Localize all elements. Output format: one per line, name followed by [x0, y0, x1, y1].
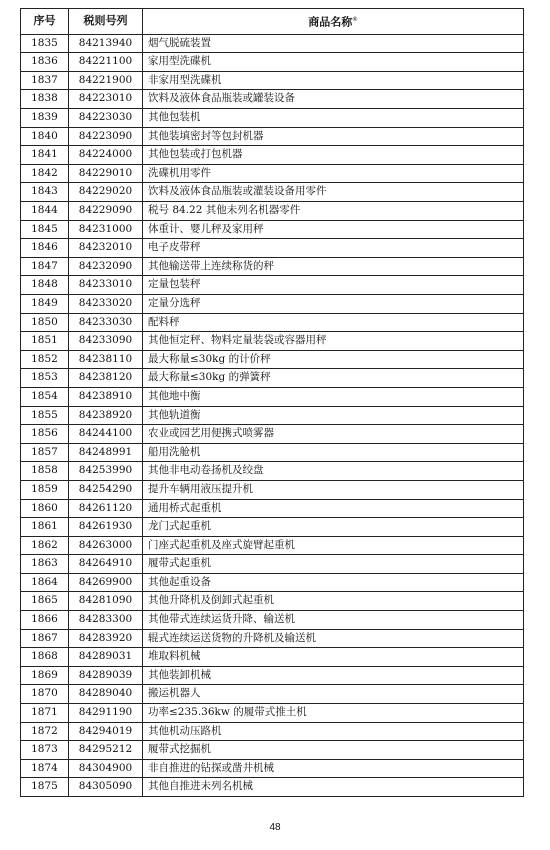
row-name-cell: 提升车辆用液压提升机 — [143, 480, 524, 499]
row-name-cell: 定量分选秤 — [143, 294, 524, 313]
table-row — [21, 127, 524, 146]
table-row — [21, 257, 524, 276]
row-code-cell: 84289039 — [69, 666, 143, 685]
table-row — [21, 146, 524, 165]
table-row — [21, 592, 524, 611]
row-seq-cell: 1845 — [21, 220, 69, 239]
table-row — [21, 741, 524, 760]
row-name-cell: 烟气脱硫装置 — [143, 34, 524, 53]
row-code-cell: 84233010 — [69, 276, 143, 295]
row-code-cell: 84261930 — [69, 518, 143, 537]
row-code-cell: 84233090 — [69, 332, 143, 351]
row-seq-cell: 1870 — [21, 685, 69, 704]
row-name-cell: 履带式挖掘机 — [143, 741, 524, 760]
row-seq-cell: 1861 — [21, 518, 69, 537]
row-name-cell: 龙门式起重机 — [143, 518, 524, 537]
row-name-cell: 配料秤 — [143, 313, 524, 332]
row-name-cell: 体重计、婴儿秤及家用秤 — [143, 220, 524, 239]
table-row — [21, 499, 524, 518]
table-row — [21, 276, 524, 295]
table-row — [21, 239, 524, 258]
tariff-table — [20, 8, 524, 797]
row-seq-cell: 1851 — [21, 332, 69, 351]
table-row — [21, 220, 524, 239]
row-seq-cell: 1843 — [21, 183, 69, 202]
row-code-cell: 84283920 — [69, 629, 143, 648]
row-code-cell: 84264910 — [69, 555, 143, 574]
table-row — [21, 722, 524, 741]
table-row — [21, 109, 524, 128]
table-body — [21, 34, 524, 796]
row-seq-cell: 1835 — [21, 34, 69, 53]
table-row — [21, 480, 524, 499]
table-row — [21, 387, 524, 406]
row-seq-cell: 1853 — [21, 369, 69, 388]
table-row — [21, 443, 524, 462]
table-row — [21, 90, 524, 109]
row-code-cell: 84223010 — [69, 90, 143, 109]
row-seq-cell: 1840 — [21, 127, 69, 146]
table-row — [21, 629, 524, 648]
table-row — [21, 759, 524, 778]
table-row — [21, 164, 524, 183]
row-name-cell: 搬运机器人 — [143, 685, 524, 704]
row-code-cell: 84221100 — [69, 53, 143, 72]
table-row — [21, 183, 524, 202]
row-code-cell: 84289031 — [69, 648, 143, 667]
row-code-cell: 84283300 — [69, 611, 143, 630]
row-name-cell: 其他包装机 — [143, 109, 524, 128]
row-name-cell: 饮料及液体食品瓶装或灌装设备用零件 — [143, 183, 524, 202]
row-seq-cell: 1864 — [21, 573, 69, 592]
row-name-cell: 其他升降机及倒卸式起重机 — [143, 592, 524, 611]
row-name-cell: 其他机动压路机 — [143, 722, 524, 741]
header-code: 税则号列 — [69, 9, 143, 35]
table-row — [21, 34, 524, 53]
table-row — [21, 536, 524, 555]
row-seq-cell: 1839 — [21, 109, 69, 128]
row-name-cell: 门座式起重机及座式旋臂起重机 — [143, 536, 524, 555]
row-name-cell: 家用型洗碟机 — [143, 53, 524, 72]
row-code-cell: 84238910 — [69, 387, 143, 406]
row-seq-cell: 1841 — [21, 146, 69, 165]
row-seq-cell: 1854 — [21, 387, 69, 406]
header-name — [143, 9, 524, 35]
row-seq-cell: 1836 — [21, 53, 69, 72]
table-row — [21, 425, 524, 444]
row-name-cell: 电子皮带秤 — [143, 239, 524, 258]
table-row — [21, 685, 524, 704]
row-name-cell: 履带式起重机 — [143, 555, 524, 574]
table-row — [21, 406, 524, 425]
row-name-cell: 洗碟机用零件 — [143, 164, 524, 183]
row-name-cell: 堆取料机械 — [143, 648, 524, 667]
row-code-cell: 84233030 — [69, 313, 143, 332]
row-seq-cell: 1844 — [21, 202, 69, 221]
row-name-cell: 饮料及液体食品瓶装或罐装设备 — [143, 90, 524, 109]
row-code-cell: 84261120 — [69, 499, 143, 518]
page-number: 48 — [269, 822, 281, 833]
table-row — [21, 518, 524, 537]
row-code-cell: 84221900 — [69, 71, 143, 90]
row-code-cell: 84223030 — [69, 109, 143, 128]
row-name-cell: 非自推进的钻探或凿井机械 — [143, 759, 524, 778]
row-code-cell: 84232090 — [69, 257, 143, 276]
row-name-cell: 其他轨道衡 — [143, 406, 524, 425]
row-name-cell: 其他地中衡 — [143, 387, 524, 406]
row-code-cell: 84244100 — [69, 425, 143, 444]
row-seq-cell: 1842 — [21, 164, 69, 183]
table-header-row — [21, 9, 524, 35]
row-seq-cell: 1866 — [21, 611, 69, 630]
row-code-cell: 84289040 — [69, 685, 143, 704]
row-code-cell: 84223090 — [69, 127, 143, 146]
row-name-cell: 其他包装或打包机器 — [143, 146, 524, 165]
row-code-cell: 84305090 — [69, 778, 143, 797]
row-name-cell: 其他装填密封等包封机器 — [143, 127, 524, 146]
table-row — [21, 704, 524, 723]
row-code-cell: 84232010 — [69, 239, 143, 258]
row-name-cell: 非家用型洗碟机 — [143, 71, 524, 90]
row-code-cell: 84224000 — [69, 146, 143, 165]
row-code-cell: 84304900 — [69, 759, 143, 778]
header-name-label: 商品名称 — [308, 15, 353, 29]
row-code-cell: 84253990 — [69, 462, 143, 481]
row-seq-cell: 1859 — [21, 480, 69, 499]
row-seq-cell: 1858 — [21, 462, 69, 481]
row-code-cell: 84229090 — [69, 202, 143, 221]
row-name-cell: 其他恒定秤、物料定量装袋或容器用秤 — [143, 332, 524, 351]
row-seq-cell: 1855 — [21, 406, 69, 425]
row-name-cell: 税号 84.22 其他未列名机器零件 — [143, 202, 524, 221]
row-code-cell: 84295212 — [69, 741, 143, 760]
row-name-cell: 最大称量≤30kg 的计价秤 — [143, 350, 524, 369]
table-row — [21, 555, 524, 574]
table-row — [21, 71, 524, 90]
row-seq-cell: 1850 — [21, 313, 69, 332]
row-seq-cell: 1869 — [21, 666, 69, 685]
table-row — [21, 202, 524, 221]
row-seq-cell: 1856 — [21, 425, 69, 444]
row-code-cell: 84291190 — [69, 704, 143, 723]
row-seq-cell: 1846 — [21, 239, 69, 258]
table-row — [21, 350, 524, 369]
row-seq-cell: 1873 — [21, 741, 69, 760]
row-seq-cell: 1862 — [21, 536, 69, 555]
table-row — [21, 53, 524, 72]
row-name-cell: 其他输送带上连续称货的秤 — [143, 257, 524, 276]
row-name-cell: 功率≤235.36kw 的履带式推土机 — [143, 704, 524, 723]
row-seq-cell: 1860 — [21, 499, 69, 518]
row-seq-cell: 1874 — [21, 759, 69, 778]
row-seq-cell: 1838 — [21, 90, 69, 109]
row-seq-cell: 1852 — [21, 350, 69, 369]
row-seq-cell: 1871 — [21, 704, 69, 723]
row-name-cell: 其他带式连续运货升降、输送机 — [143, 611, 524, 630]
row-seq-cell: 1868 — [21, 648, 69, 667]
table-row — [21, 778, 524, 797]
row-code-cell: 84263000 — [69, 536, 143, 555]
table-row — [21, 648, 524, 667]
row-name-cell: 通用桥式起重机 — [143, 499, 524, 518]
row-code-cell: 84238920 — [69, 406, 143, 425]
row-seq-cell: 1867 — [21, 629, 69, 648]
row-code-cell: 84281090 — [69, 592, 143, 611]
table-row — [21, 369, 524, 388]
header-seq: 序号 — [21, 9, 69, 35]
row-code-cell: 84238120 — [69, 369, 143, 388]
row-seq-cell: 1857 — [21, 443, 69, 462]
row-name-cell: 定量包装秤 — [143, 276, 524, 295]
row-seq-cell: 1872 — [21, 722, 69, 741]
row-seq-cell: 1863 — [21, 555, 69, 574]
header-name-footnote: ⑥ — [352, 16, 358, 23]
row-seq-cell: 1865 — [21, 592, 69, 611]
row-seq-cell: 1847 — [21, 257, 69, 276]
row-code-cell: 84238110 — [69, 350, 143, 369]
row-code-cell: 84248991 — [69, 443, 143, 462]
row-name-cell: 其他非电动卷扬机及绞盘 — [143, 462, 524, 481]
row-code-cell: 84229010 — [69, 164, 143, 183]
row-name-cell: 其他装卸机械 — [143, 666, 524, 685]
row-code-cell: 84269900 — [69, 573, 143, 592]
row-seq-cell: 1848 — [21, 276, 69, 295]
row-seq-cell: 1875 — [21, 778, 69, 797]
row-code-cell: 84231000 — [69, 220, 143, 239]
table-row — [21, 294, 524, 313]
row-name-cell: 船用洗舱机 — [143, 443, 524, 462]
table-row — [21, 313, 524, 332]
row-code-cell: 84229020 — [69, 183, 143, 202]
table-row — [21, 332, 524, 351]
row-seq-cell: 1837 — [21, 71, 69, 90]
table-row — [21, 666, 524, 685]
table-row — [21, 573, 524, 592]
row-code-cell: 84294019 — [69, 722, 143, 741]
row-code-cell: 84233020 — [69, 294, 143, 313]
table-row — [21, 462, 524, 481]
row-seq-cell: 1849 — [21, 294, 69, 313]
row-code-cell: 84213940 — [69, 34, 143, 53]
table-row — [21, 611, 524, 630]
row-code-cell: 84254290 — [69, 480, 143, 499]
row-name-cell: 其他自推进未列名机械 — [143, 778, 524, 797]
row-name-cell: 其他起重设备 — [143, 573, 524, 592]
row-name-cell: 农业或园艺用便携式喷雾器 — [143, 425, 524, 444]
row-name-cell: 辊式连续运送货物的升降机及输送机 — [143, 629, 524, 648]
row-name-cell: 最大称量≤30kg 的弹簧秤 — [143, 369, 524, 388]
